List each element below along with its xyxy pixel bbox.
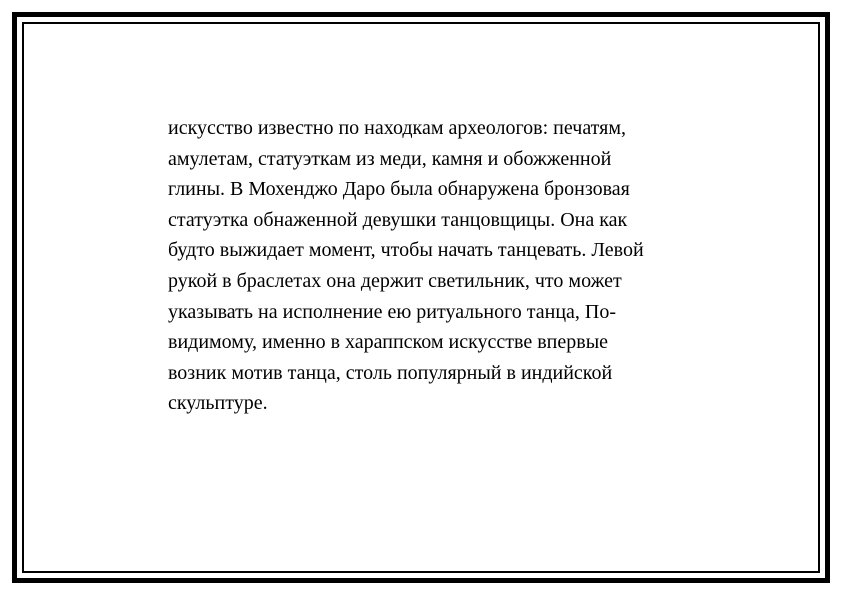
body-paragraph: [168, 113, 728, 419]
text-line: указывать на исполнение ею ритуального танца, По-: [168, 300, 617, 323]
text-line: глины. В Мохенджо Даро была обнаружена бронзовая: [168, 178, 630, 201]
text-line: скульптуре.: [168, 392, 268, 415]
text-line: искусство известно по находкам археологов: печатям,: [168, 117, 627, 139]
text-line: статуэтка обнаженной девушки танцовщицы. Она как: [168, 208, 628, 231]
text-line: амулетам, статуэткам из меди, камня и обожженной: [168, 147, 612, 170]
text-line: возник мотив танца, столь популярный в индийской: [168, 361, 613, 384]
text-line: будто выжидает момент, чтобы начать танцевать. Левой: [168, 239, 644, 262]
text-line: видимому, именно в хараппском искусстве впервые: [168, 331, 609, 354]
text-line: рукой в браслетах она держит светильник, что может: [168, 269, 622, 292]
